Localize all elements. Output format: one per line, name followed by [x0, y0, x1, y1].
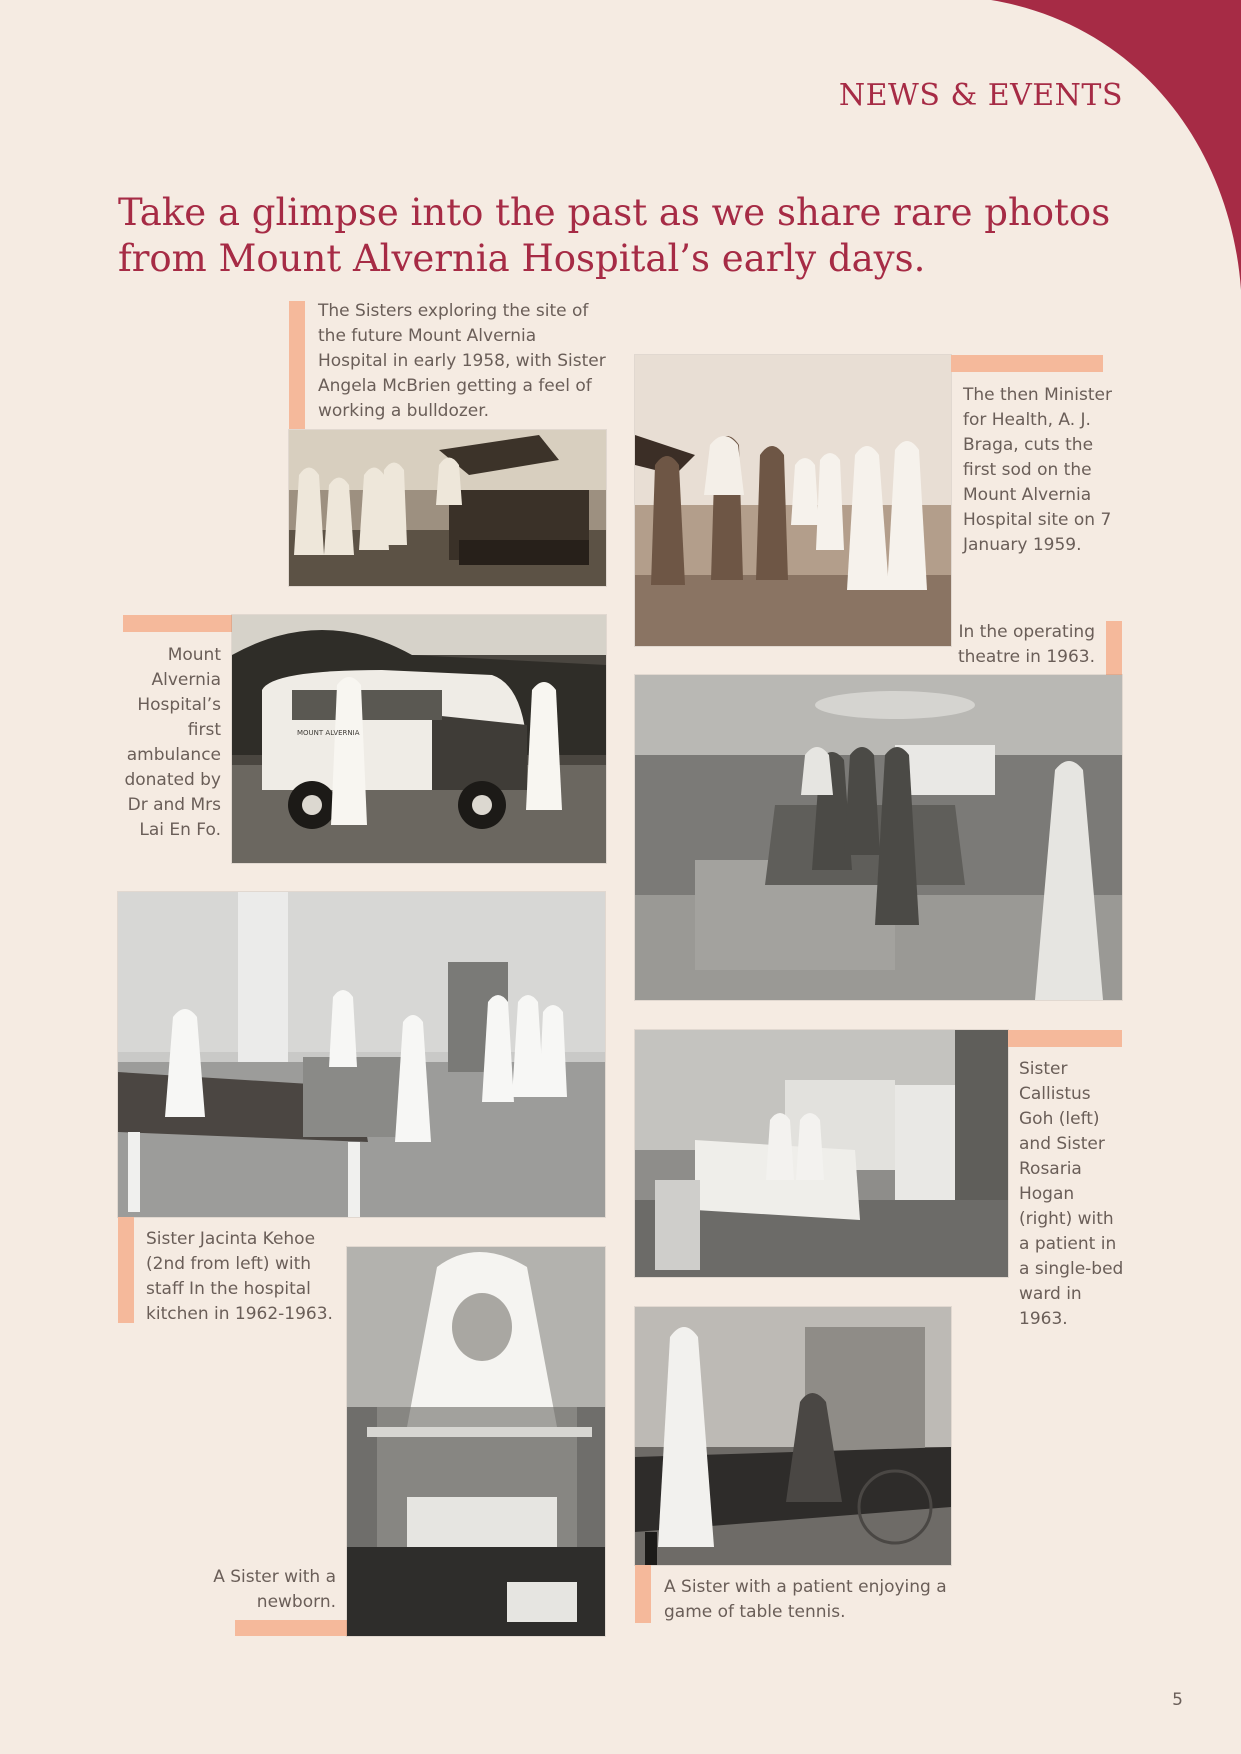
- caption-accent-bar: [118, 1217, 134, 1323]
- caption-accent-bar: [635, 1565, 651, 1623]
- photo-single-bed-ward: [635, 1030, 1008, 1277]
- photo-table-tennis: [635, 1307, 951, 1565]
- caption-accent-bar: [235, 1620, 347, 1636]
- caption-newborn: A Sister with a newborn.: [213, 1567, 336, 1612]
- caption-theatre: In the operating theatre in 1963.: [957, 622, 1095, 667]
- caption-accent-bar: [951, 355, 1103, 372]
- caption-minister: The then Minister for Health, A. J. Braga, cuts the first sod on the Mount Alvernia Hospital site on 7 January 1959.: [963, 385, 1112, 555]
- page-number: 5: [1172, 1690, 1183, 1710]
- caption-accent-bar: [289, 301, 305, 429]
- photo-minister-ceremony: [635, 355, 951, 646]
- caption-accent-bar: [1008, 1030, 1122, 1047]
- caption-kitchen: Sister Jacinta Kehoe (2nd from left) with staff In the hospital kitchen in 1962-1963.: [146, 1229, 333, 1324]
- section-label: NEWS & EVENTS: [838, 78, 1123, 113]
- caption-ward: Sister Callistus Goh (left) and Sister Rosaria Hogan (right) with a patient in a single-bed ward in 1963.: [1019, 1059, 1124, 1329]
- page-headline: Take a glimpse into the past as we share rare photos from Mount Alvernia Hospital’s early days.: [118, 191, 1111, 280]
- caption-site: The Sisters exploring the site of the future Mount Alvernia Hospital in early 1958, with Sister Angela McBrien getting a feel of working a bulldozer.: [318, 301, 606, 421]
- ambulance-plate-text: MOUNT ALVERNIA: [297, 729, 360, 737]
- caption-accent-bar: [1106, 621, 1122, 675]
- photo-hospital-kitchen: [118, 892, 605, 1217]
- caption-tennis: A Sister with a patient enjoying a game of table tennis.: [664, 1577, 947, 1622]
- photo-operating-theatre: [635, 675, 1122, 1000]
- caption-accent-bar: [123, 615, 232, 632]
- photo-site-bulldozer: [289, 430, 606, 586]
- photo-newborn-incubator: [347, 1247, 605, 1636]
- photo-ambulance: [232, 615, 606, 863]
- caption-ambulance: Mount Alvernia Hospital’s first ambulance donated by Dr and Mrs Lai En Fo.: [124, 645, 221, 840]
